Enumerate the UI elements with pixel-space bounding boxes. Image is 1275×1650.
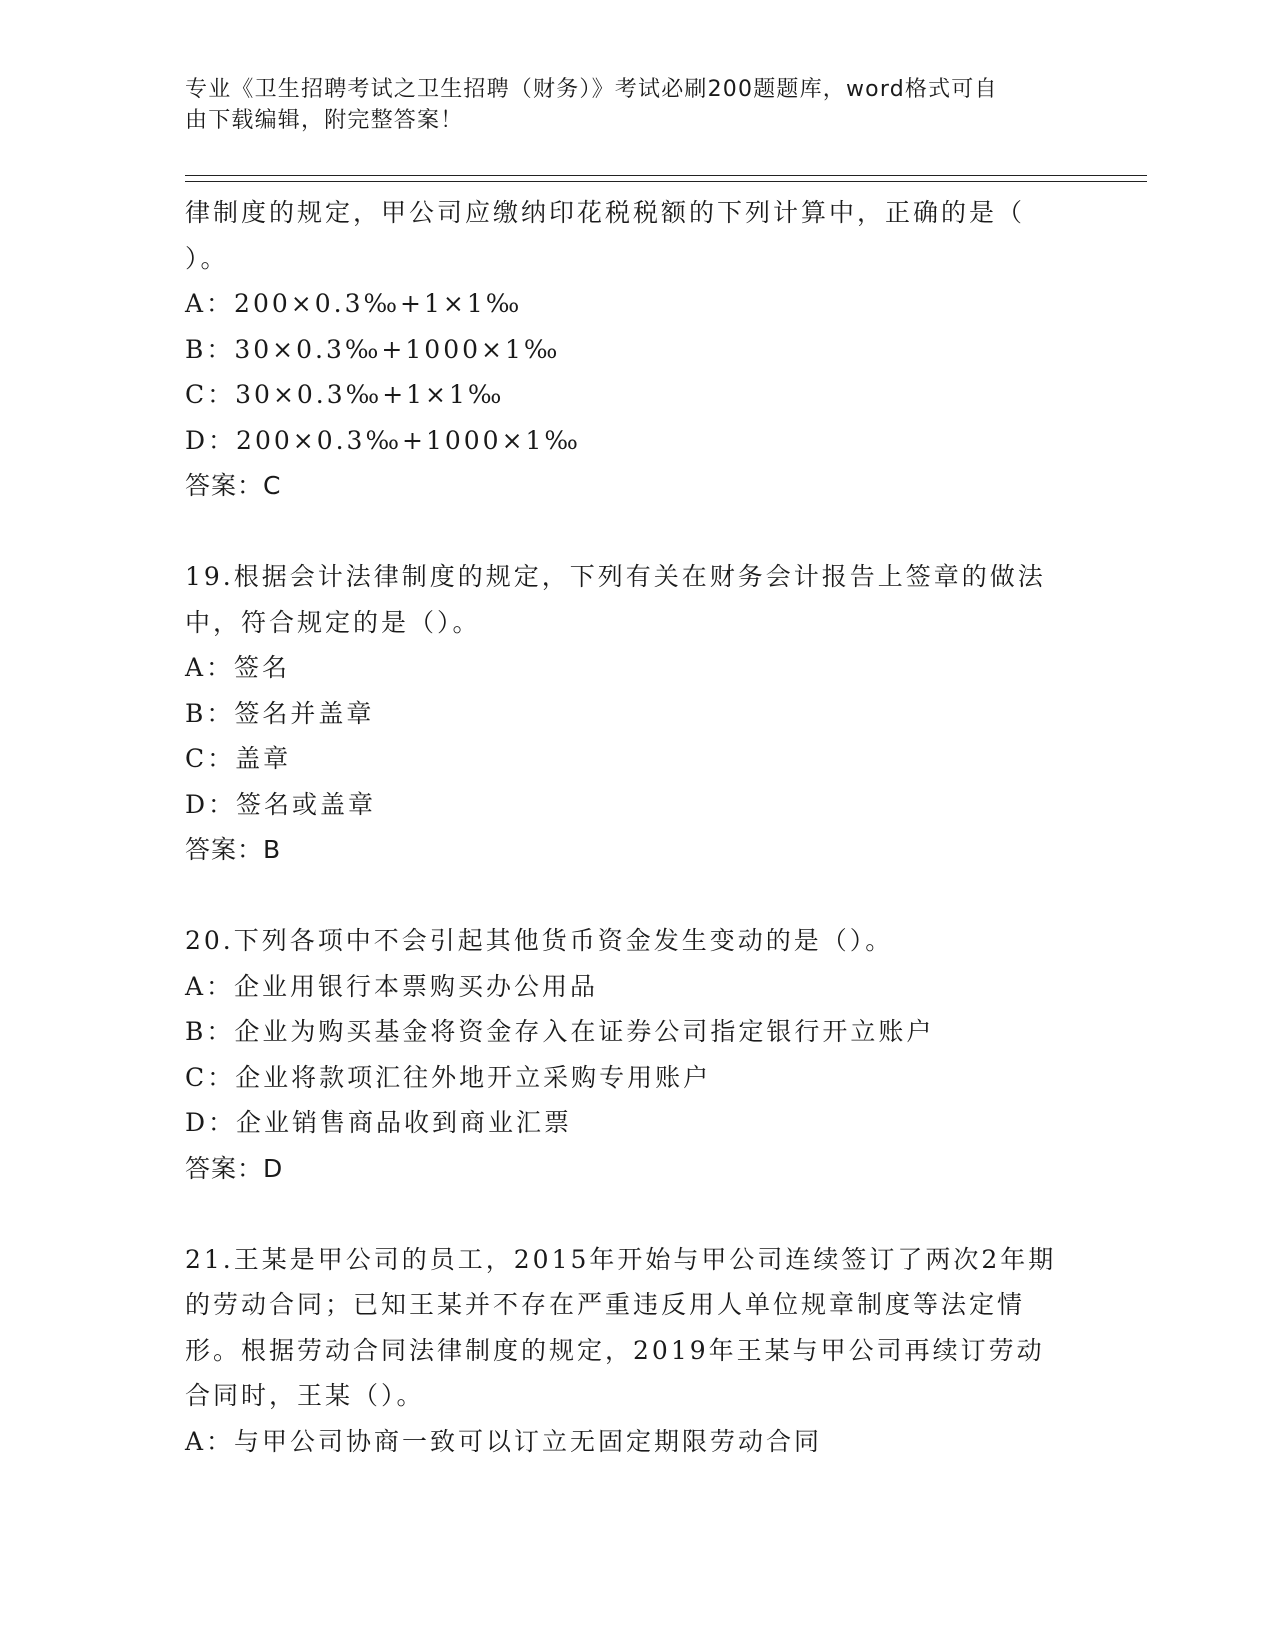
document-header	[185, 74, 1065, 136]
option-c: C：企业将款项汇往外地开立采购专用账户	[185, 1062, 712, 1092]
option-d: D：200×0.3‰+1000×1‰	[185, 425, 581, 455]
answer-line: 答案：D	[185, 1153, 284, 1183]
question-stem: 19.根据会计法律制度的规定，下列有关在财务会计报告上签章的做法	[185, 562, 1046, 591]
question-20	[185, 918, 1085, 1191]
question-21	[185, 1237, 1085, 1465]
question-stem: 形。根据劳动合同法律制度的规定，2019年王某与甲公司再续订劳动	[185, 1335, 1045, 1365]
question-stem: 合同时，王某（）。	[185, 1381, 425, 1410]
question-stem: 21.王某是甲公司的员工，2015年开始与甲公司连续签订了两次2年期	[185, 1244, 1057, 1274]
answer-line: 答案：C	[185, 471, 282, 500]
option-a: A：200×0.3‰+1×1‰	[185, 289, 523, 318]
spacer	[185, 509, 1085, 555]
answer-line: 答案：B	[185, 835, 282, 864]
option-b: B：企业为购买基金将资金存入在证券公司指定银行开立账户	[185, 1017, 935, 1046]
question-stem: 20.下列各项中不会引起其他货币资金发生变动的是（）。	[185, 926, 894, 955]
option-b: B：签名并盖章	[185, 698, 375, 728]
header-line-1: 专业《卫生招聘考试之卫生招聘（财务）》考试必刷200题题库，word格式可自	[185, 77, 998, 102]
header-divider-top	[185, 175, 1147, 176]
option-c: C：30×0.3‰+1×1‰	[185, 380, 505, 409]
header-line-2: 由下载编辑，附完整答案！	[185, 108, 464, 133]
question-stem: 律制度的规定，甲公司应缴纳印花税税额的下列计算中，正确的是（	[185, 198, 1026, 227]
question-18	[185, 190, 1085, 509]
spacer	[185, 1191, 1085, 1237]
option-a: A：企业用银行本票购买办公用品	[185, 971, 599, 1001]
question-list	[185, 190, 1085, 1464]
question-stem: 中，符合规定的是（）。	[185, 607, 481, 637]
question-stem: 的劳动合同；已知王某并不存在严重违反用人单位规章制度等法定情	[185, 1290, 1026, 1319]
spacer	[185, 873, 1085, 919]
option-c: C：盖章	[185, 744, 292, 773]
question-19	[185, 554, 1085, 873]
option-a: A：签名	[185, 653, 291, 682]
option-b: B：30×0.3‰+1000×1‰	[185, 334, 561, 364]
option-d: D：签名或盖章	[185, 789, 377, 819]
question-stem: ）。	[185, 243, 229, 273]
option-d: D：企业销售商品收到商业汇票	[185, 1108, 573, 1137]
option-a: A：与甲公司协商一致可以订立无固定期限劳动合同	[185, 1426, 823, 1456]
header-divider-bottom	[185, 181, 1147, 182]
